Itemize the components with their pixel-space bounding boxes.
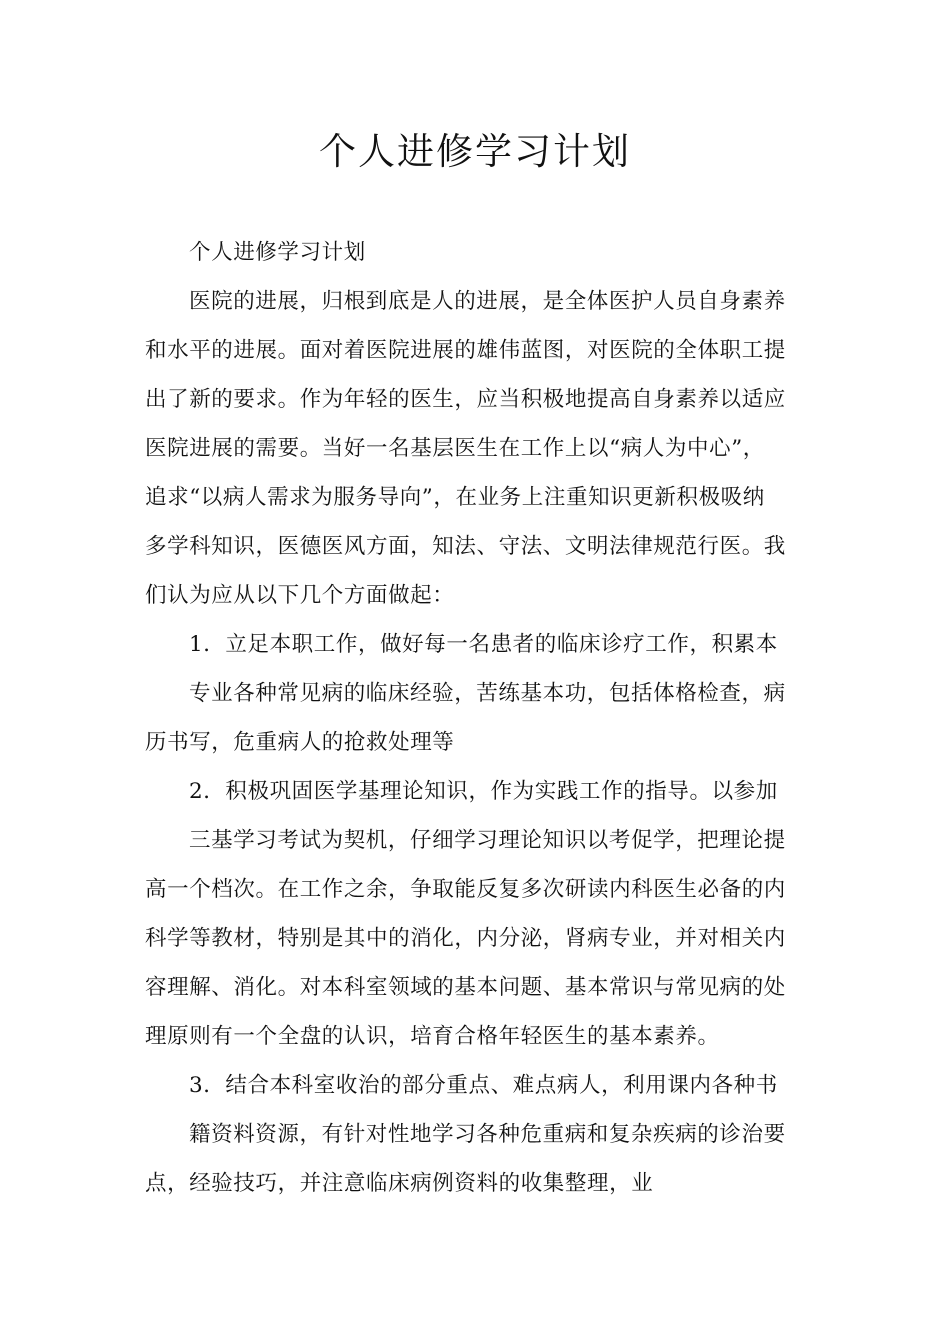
paragraph-line: 科学等教材，特别是其中的消化，内分泌，肾病专业，并对相关内 xyxy=(145,926,786,951)
paragraph-line: 3．结合本科室收治的部分重点、难点病人，利用课内各种书 xyxy=(189,1073,778,1098)
paragraph-line: 1．立足本职工作，做好每一名患者的临床诊疗工作，积累本 xyxy=(189,632,778,657)
document-body xyxy=(145,228,807,1208)
paragraph-line: 容理解、消化。对本科室领域的基本问题、基本常识与常见病的处 xyxy=(145,975,786,1000)
paragraph-line: 出了新的要求。作为年轻的医生，应当积极地提高自身素养以适应 xyxy=(145,387,786,412)
paragraph-line: 三基学习考试为契机，仔细学习理论知识以考促学，把理论提 xyxy=(189,828,786,853)
paragraph-line: 2．积极巩固医学基理论知识，作为实践工作的指导。以参加 xyxy=(189,779,778,804)
paragraph-line: 籍资料资源，有针对性地学习各种危重病和复杂疾病的诊治要 xyxy=(189,1122,786,1147)
paragraph-line: 高一个档次。在工作之余，争取能反复多次研读内科医生必备的内 xyxy=(145,877,786,902)
paragraph-line: 医院的进展，归根到底是人的进展，是全体医护人员自身素养 xyxy=(189,289,786,314)
paragraph-line: 医院进展的需要。当好一名基层医生在工作上以“病人为中心”， xyxy=(145,436,765,461)
document-title: 个人进修学习计划 xyxy=(319,130,631,173)
paragraph-line: 追求“以病人需求为服务导向”，在业务上注重知识更新积极吸纳 xyxy=(145,485,765,510)
paragraph-line: 专业各种常见病的临床经验，苦练基本功，包括体格检查，病 xyxy=(189,681,786,706)
paragraph-line: 理原则有一个全盘的认识，培育合格年轻医生的基本素养。 xyxy=(145,1024,720,1049)
paragraph-line: 点，经验技巧，并注意临床病例资料的收集整理，业 xyxy=(145,1171,654,1196)
paragraph-line: 多学科知识，医德医风方面，知法、守法、文明法律规范行医。我 xyxy=(145,534,786,559)
paragraph-line: 和水平的进展。面对着医院进展的雄伟蓝图，对医院的全体职工提 xyxy=(145,338,786,363)
paragraph-line: 个人进修学习计划 xyxy=(189,240,366,265)
paragraph-line: 历书写，危重病人的抢救处理等 xyxy=(145,730,455,755)
paragraph-line: 们认为应从以下几个方面做起： xyxy=(145,583,455,608)
